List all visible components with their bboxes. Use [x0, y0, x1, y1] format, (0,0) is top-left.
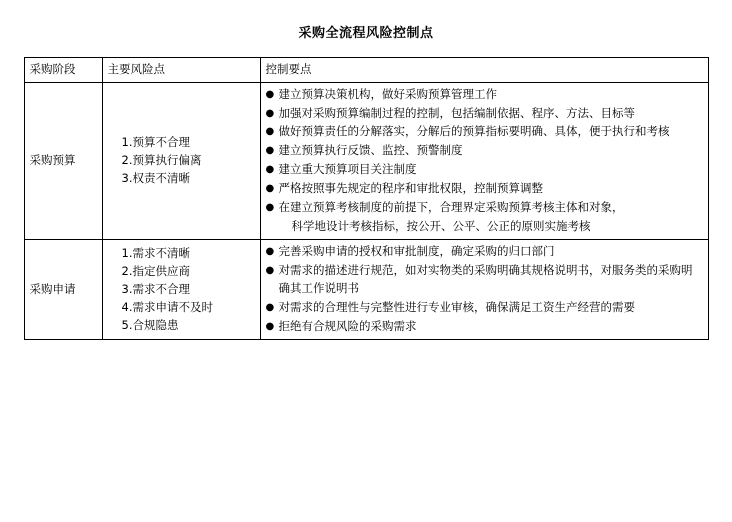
list-item: [266, 262, 703, 298]
list-item: 3.需求不合理: [121, 281, 190, 296]
list-item: [266, 318, 703, 336]
bullet-icon: ●: [265, 265, 275, 277]
stage-cell: 采购申请: [24, 240, 102, 340]
list-item-label: 完善采购申请的授权和审批制度，确定采购的归口部门: [278, 244, 555, 259]
list-item-label: 对需求的合理性与完整性进行专业审核，确保满足工资生产经营的需要: [278, 299, 635, 314]
list-item-label: 拒绝有合规风险的采购需求: [278, 318, 417, 333]
bullet-icon: ●: [265, 164, 275, 176]
list-item: [266, 123, 703, 141]
bullet-icon: ●: [265, 88, 275, 100]
list-item-label: 科学地设计考核指标，按公开、公平、公正的原则实施考核: [291, 218, 591, 233]
list-item-label: 建立预算决策机构，做好采购预算管理工作: [278, 86, 497, 101]
list-item-label: 建立预算执行反馈、监控、预警制度: [278, 143, 463, 158]
list-item: 1.需求不清晰: [121, 246, 190, 261]
list-item-label: 做好预算责任的分解落实，分解后的预算指标要明确、具体，便于执行和考核: [278, 124, 670, 139]
risk-control-table: [24, 57, 709, 340]
bullet-icon: ●: [265, 182, 275, 194]
list-item: 1.预算不合理: [121, 135, 190, 150]
bullet-icon: ●: [265, 145, 275, 157]
column-header-stage: 采购阶段: [24, 58, 102, 83]
list-item: [266, 218, 703, 236]
column-header-control: 控制要点: [260, 58, 708, 83]
risk-cell: [102, 82, 260, 240]
list-item: [266, 105, 703, 123]
list-item: 2.预算执行偏离: [121, 153, 202, 168]
table-body: [24, 82, 708, 340]
list-item: [266, 180, 703, 198]
table-row: [24, 82, 708, 240]
control-cell: [260, 240, 708, 340]
list-item: 4.需求申请不及时: [121, 299, 213, 314]
table-header: [24, 58, 708, 83]
document-page: [0, 22, 732, 522]
stage-cell: 采购预算: [24, 82, 102, 240]
list-item-label: 建立重大预算项目关注制度: [278, 162, 417, 177]
page-title: 采购全流程风险控制点: [298, 26, 434, 41]
list-item-label: 加强对采购预算编制过程的控制，包括编制依据、程序、方法、目标等: [278, 105, 635, 120]
bullet-icon: ●: [265, 246, 275, 258]
list-item: 3.权责不清晰: [121, 170, 190, 185]
column-header-risk: 主要风险点: [102, 58, 260, 83]
bullet-icon: ●: [265, 201, 275, 213]
risk-cell: [102, 240, 260, 340]
list-item: [266, 86, 703, 104]
control-cell: [260, 82, 708, 240]
bullet-icon: ●: [265, 107, 275, 119]
risk-list: [108, 245, 255, 334]
list-item: [266, 161, 703, 179]
list-item: 2.指定供应商: [121, 264, 190, 279]
list-item: [266, 243, 703, 261]
control-list: [266, 86, 703, 236]
control-list: [266, 243, 703, 335]
list-item: [266, 299, 703, 317]
list-item-label: 对需求的描述进行规范，如对实物类的采购明确其规格说明书，对服务类的采购明确其工作说明书: [278, 263, 693, 295]
table-header-row: [24, 58, 708, 83]
table-row: [24, 240, 708, 340]
list-item-label: 严格按照事先规定的程序和审批权限，控制预算调整: [278, 180, 543, 195]
bullet-icon: ●: [265, 301, 275, 313]
list-item: [266, 199, 703, 217]
list-item-label: 在建立预算考核制度的前提下，合理界定采购预算考核主体和对象，: [278, 199, 624, 214]
bullet-icon: ●: [265, 320, 275, 332]
list-item: [266, 142, 703, 160]
risk-list: [108, 134, 255, 187]
bullet-icon: ●: [265, 126, 275, 138]
list-item: 5.合规隐患: [121, 317, 179, 332]
